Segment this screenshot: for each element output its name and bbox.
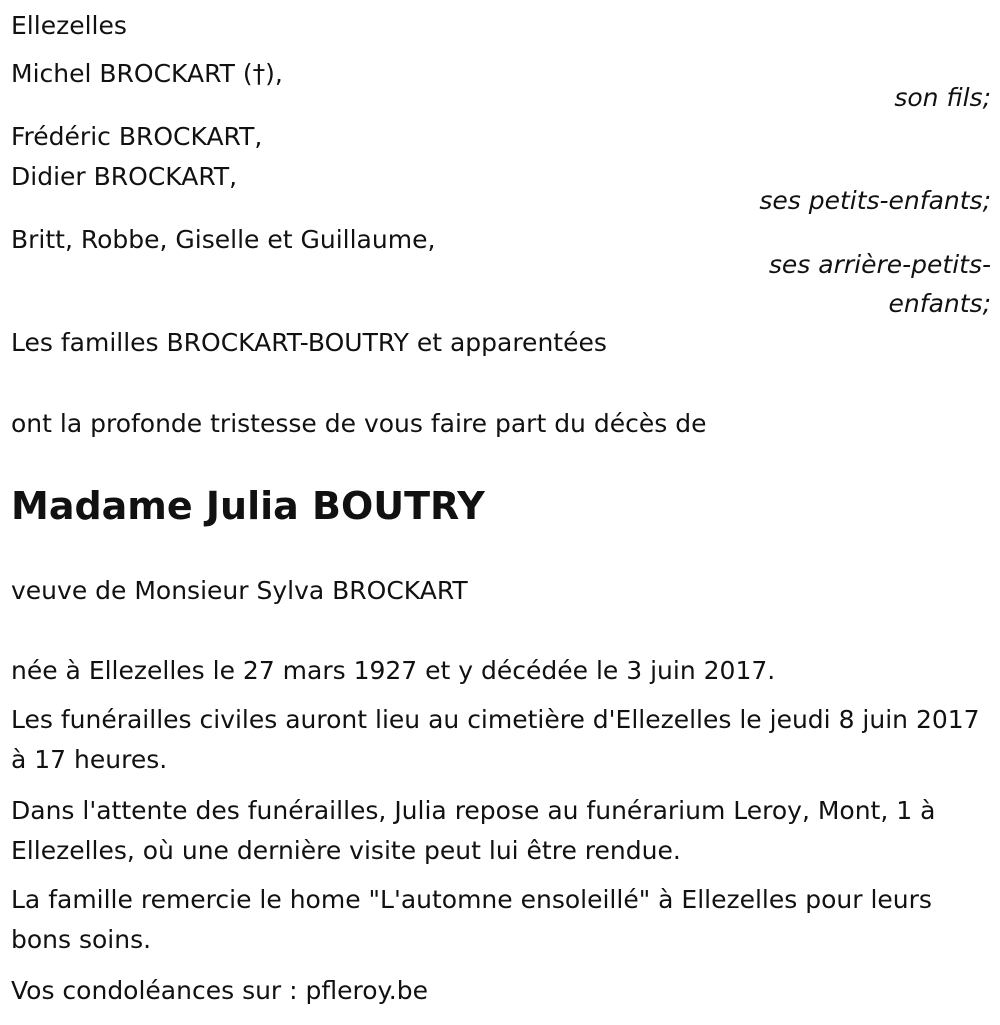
grandchildren-role: ses petits-enfants; [759,186,991,215]
son-role: son fils; [894,83,991,112]
son-name: Michel BROCKART (†), [11,59,283,88]
grandchild-name: Frédéric BROCKART, [11,122,263,151]
families-line: Les familles BROCKART-BOUTRY et apparentées [11,328,607,357]
funeral-paragraph: Les funérailles civiles auront lieu au cimetière d'Ellezelles le jeudi 8 juin 2017 à 17 heures. [11,705,980,774]
thanks-paragraph: La famille remercie le home "L'automne ensoleillé" à Ellezelles pour leurs bons soins. [11,885,932,954]
grandchild-name: Didier BROCKART, [11,162,238,191]
rest-paragraph: Dans l'attente des funérailles, Julia repose au funérarium Leroy, Mont, 1 à Ellezelles, où une dernière visite peut lui être rendue. [11,796,936,865]
great-grandchildren-role-line1: ses arrière-petits- [768,250,991,279]
birth-death-line: née à Ellezelles le 27 mars 1927 et y décédée le 3 juin 2017. [11,656,776,685]
deceased-name: Madame Julia BOUTRY [11,484,485,528]
place-heading: Ellezelles [11,11,127,40]
widow-of-line: veuve de Monsieur Sylva BROCKART [11,576,468,605]
condolences-line: Vos condoléances sur : pfleroy.be [11,976,428,1005]
great-grandchildren-role-line2: enfants; [888,289,991,318]
announcement-line: ont la profonde tristesse de vous faire part du décès de [11,409,707,438]
great-grandchildren-names: Britt, Robbe, Giselle et Guillaume, [11,225,436,254]
